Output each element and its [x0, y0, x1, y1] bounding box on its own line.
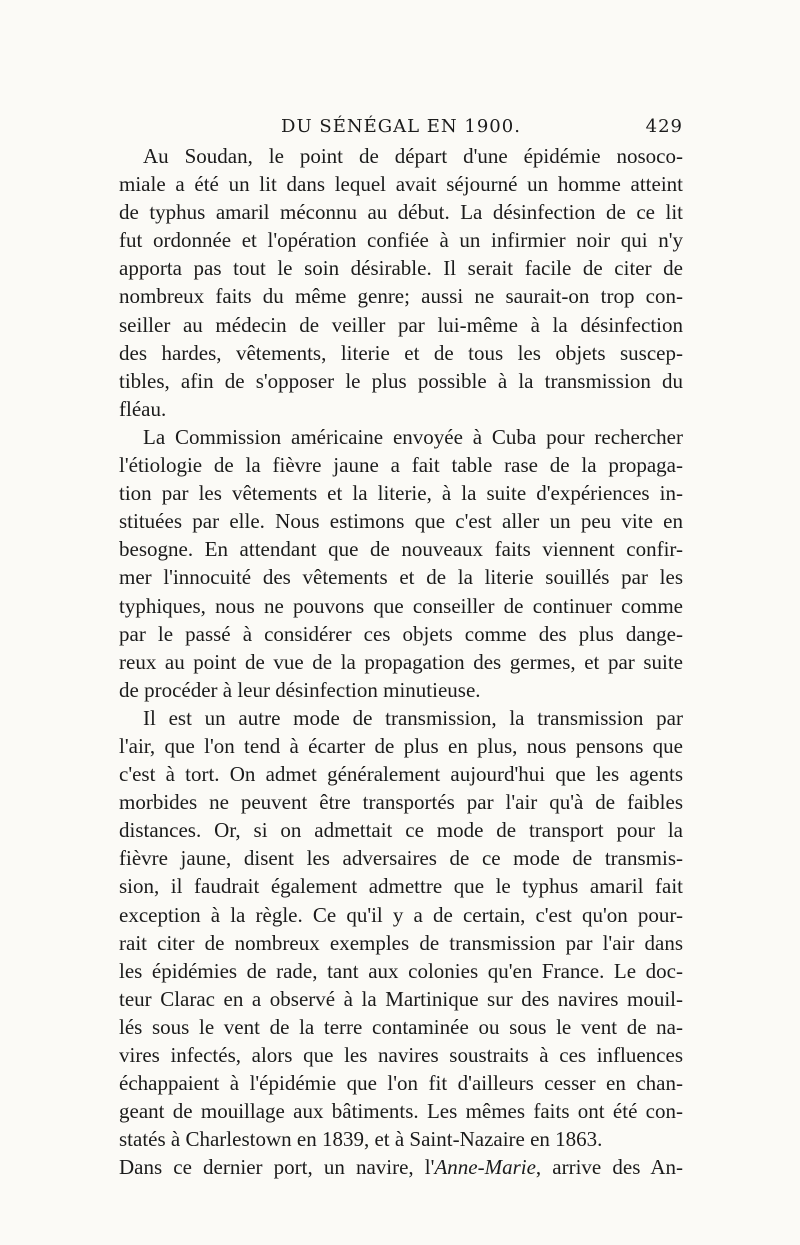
- text-line: morbides ne peuvent être transportés par l'air qu'à de faibles: [119, 790, 683, 815]
- page-header: [119, 112, 683, 142]
- text-line: fut ordonnée et l'opération confiée à un infirmier noir qui n'y: [119, 228, 683, 253]
- text-line: reux au point de vue de la propagation des germes, et par suite: [119, 649, 683, 674]
- text-line: des hardes, vêtements, literie et de tous les objets suscep-: [119, 340, 683, 365]
- text-line: sion, il faudrait également admettre que le typhus amaril fait: [119, 874, 683, 899]
- final-line: [119, 1153, 683, 1181]
- text-line: lés sous le vent de la terre contaminée ou sous le vent de na-: [119, 1014, 683, 1039]
- text-line: rait citer de nombreux exemples de transmission par l'air dans: [119, 930, 683, 955]
- text-line: teur Clarac en a observé à la Martinique sur des navires mouil-: [119, 986, 683, 1011]
- text-line: échappaient à l'épidémie que l'on fit d'ailleurs cesser en chan-: [119, 1071, 683, 1096]
- text-line: mer l'innocuité des vêtements et de la literie souillés par les: [119, 565, 683, 590]
- paragraphs: [119, 142, 683, 1153]
- text-line: geant de mouillage aux bâtiments. Les mêmes faits ont été con-: [119, 1099, 683, 1124]
- text-line: de procéder à leur désinfection minutieuse.: [119, 677, 481, 702]
- text-line: La Commission américaine envoyée à Cuba pour rechercher: [143, 424, 683, 449]
- text-line: tion par les vêtements et la literie, à la suite d'expériences in-: [119, 481, 683, 506]
- text-line: seiller au médecin de veiller par lui-même à la désinfection: [119, 312, 683, 337]
- text-line: les épidémies de rade, tant aux colonies qu'en France. Le doc-: [119, 958, 683, 983]
- body-text: [119, 142, 683, 1181]
- text-line: fièvre jaune, disent les adversaires de ce mode de transmis-: [119, 846, 683, 871]
- text-line: exception à la règle. Ce qu'il y a de certain, c'est qu'on pour-: [119, 902, 683, 927]
- ship-name: Anne-Marie: [434, 1155, 536, 1180]
- text-line: Il est un autre mode de transmission, la transmission par: [143, 705, 683, 730]
- text-line: l'air, que l'on tend à écarter de plus en plus, nous pensons que: [119, 733, 683, 758]
- text-line: par le passé à considérer ces objets comme des plus dange-: [119, 621, 683, 646]
- text-line: l'étiologie de la fièvre jaune a fait table rase de la propaga-: [119, 453, 683, 478]
- page-number: 429: [645, 116, 683, 137]
- running-title: DU SÉNÉGAL EN 1900.: [281, 116, 521, 137]
- text-line: statés à Charlestown en 1839, et à Saint-Nazaire en 1863.: [119, 1127, 603, 1152]
- book-page: [119, 112, 683, 1181]
- text-line: miale a été un lit dans lequel avait séjourné un homme atteint: [119, 172, 683, 197]
- final-line-after: , arrive des An-: [535, 1155, 683, 1180]
- text-line: besogne. En attendant que de nouveaux faits viennent confir-: [119, 537, 683, 562]
- text-line: vires infectés, alors que les navires soustraits à ces influences: [119, 1043, 683, 1067]
- text-line: typhiques, nous ne pouvons que conseiller de continuer comme: [119, 593, 683, 618]
- text-line: nombreux faits du même genre; aussi ne saurait-on trop con-: [119, 284, 683, 309]
- text-line: Au Soudan, le point de départ d'une épidémie nosoco-: [143, 144, 683, 168]
- final-line-before: Dans ce dernier port, un navire, l': [119, 1155, 435, 1180]
- text-line: de typhus amaril méconnu au début. La désinfection de ce lit: [119, 200, 683, 225]
- text-line: stituées par elle. Nous estimons que c'est aller un peu vite en: [119, 509, 683, 534]
- text-line: distances. Or, si on admettait ce mode de transport pour la: [119, 818, 683, 843]
- text-line: fléau.: [119, 396, 167, 421]
- text-line: c'est à tort. On admet généralement aujourd'hui que les agents: [119, 762, 683, 787]
- text-line: apporta pas tout le soin désirable. Il serait facile de citer de: [119, 256, 683, 281]
- text-line: tibles, afin de s'opposer le plus possible à la transmission du: [119, 368, 683, 393]
